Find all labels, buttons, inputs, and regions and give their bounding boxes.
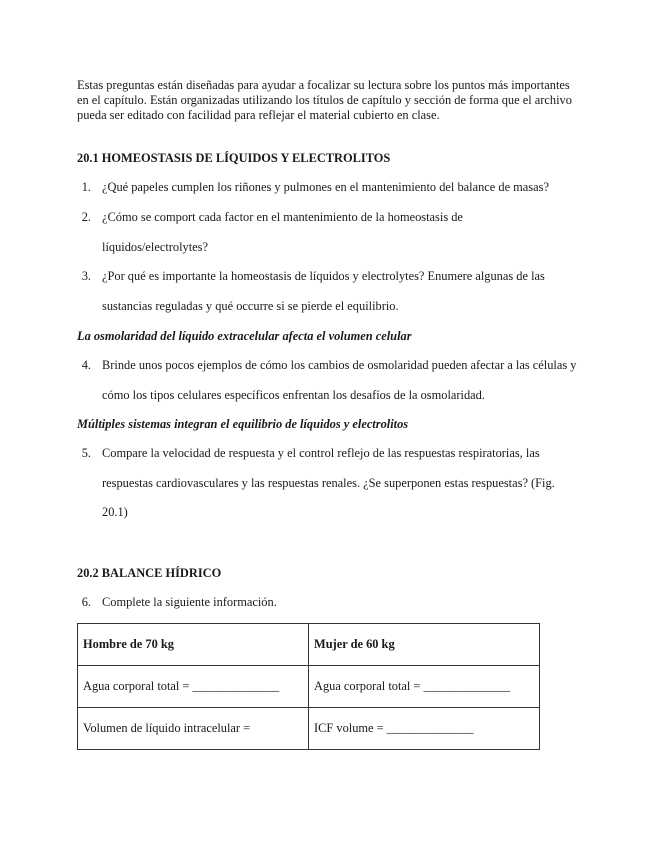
question-number: 2. (81, 210, 91, 224)
question-number: 4. (81, 358, 91, 372)
table-row (78, 666, 540, 708)
section-heading-20-2: 20.2 BALANCE HÍDRICO (77, 566, 222, 580)
question-number: 5. (81, 446, 91, 460)
question-number: 1. (81, 180, 91, 194)
table-cell: Volumen de líquido intracelular = (78, 708, 309, 750)
table-cell: Agua corporal total = ______________ (309, 666, 540, 708)
table-header-hombre: Hombre de 70 kg (78, 624, 309, 666)
subheading-sistemas: Múltiples sistemas integran el equilibrio de líquidos y electrolitos (77, 417, 409, 431)
question-text: ¿Cómo se comport cada factor en el mantenimiento de la homeostasis de líquidos/electrolytes? (102, 210, 463, 254)
table-row (78, 624, 540, 666)
question-number: 6. (81, 595, 91, 609)
question-text: Complete la siguiente información. (102, 595, 277, 609)
question-text: Compare la velocidad de respuesta y el control reflejo de las respuestas respiratorias, las respuestas cardiovasculares y las respuestas renales. ¿Se superponen estas respuestas? (Fig. 20.1) (102, 446, 555, 519)
water-balance-table (77, 623, 540, 750)
question-number: 3. (81, 269, 91, 283)
table-cell: Agua corporal total = ______________ (78, 666, 309, 708)
table-row (78, 708, 540, 750)
question-text: ¿Por qué es importante la homeostasis de líquidos y electrolytes? Enumere algunas de las sustancias reguladas y qué occurre si se pierde el equilibrio. (102, 269, 545, 313)
question-text: Brinde unos pocos ejemplos de cómo los cambios de osmolaridad pueden afectar a las células y cómo los tipos celulares específicos enfrentan los desafíos de la osmolaridad. (102, 358, 577, 402)
table-header-mujer: Mujer de 60 kg (309, 624, 540, 666)
subheading-osmolaridad: La osmolaridad del líquido extracelular afecta el volumen celular (77, 329, 412, 343)
table-cell: ICF volume = ______________ (309, 708, 540, 750)
question-text: ¿Qué papeles cumplen los riñones y pulmones en el mantenimiento del balance de masas? (102, 180, 549, 194)
section-heading-20-1: 20.1 HOMEOSTASIS DE LÍQUIDOS Y ELECTROLITOS (77, 151, 391, 165)
intro-paragraph: Estas preguntas están diseñadas para ayudar a focalizar su lectura sobre los puntos más importantes en el capítulo. Están organizadas utilizando los títulos de capítulo y sección de forma que el archivo pueda ser editado con facilidad para reflejar el material cubierto en clase. (77, 78, 572, 122)
